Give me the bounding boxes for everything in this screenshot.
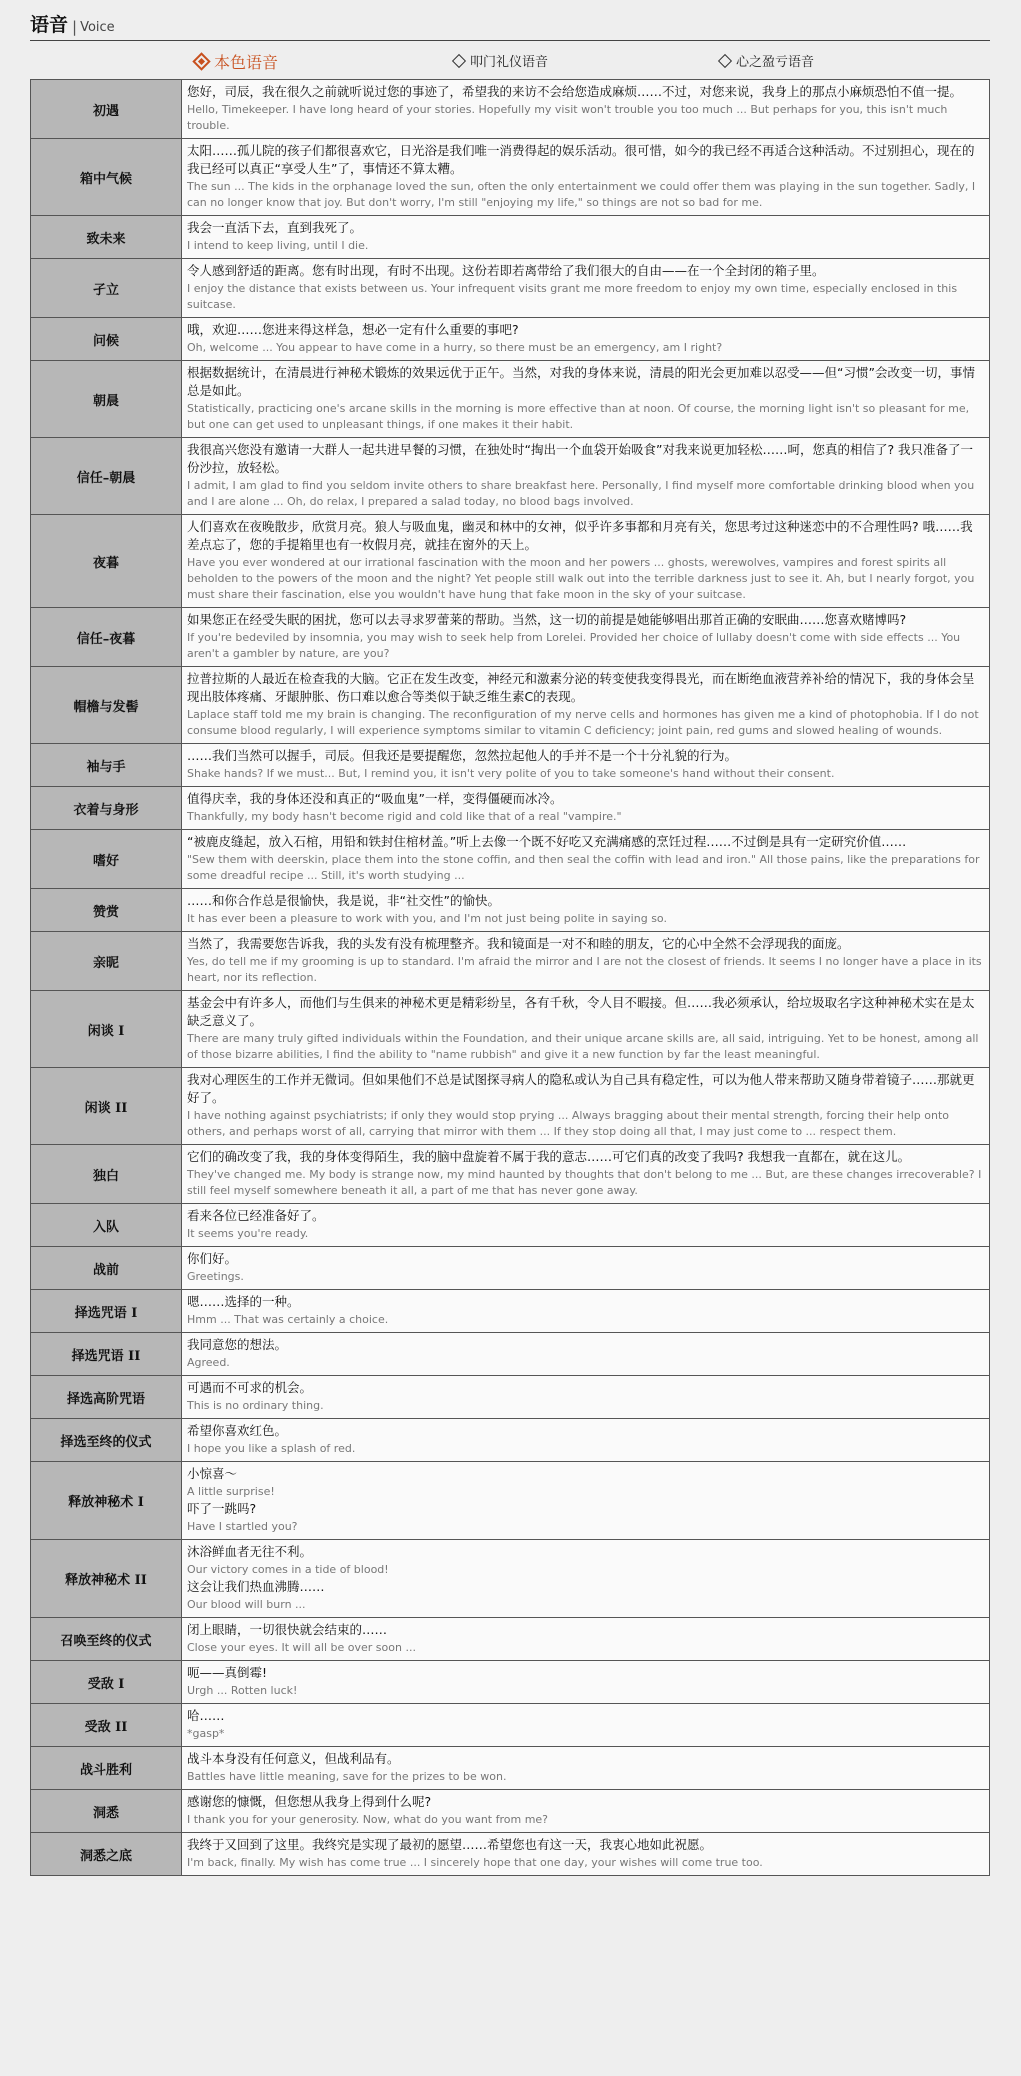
voice-line-english: If you're bedeviled by insomnia, you may wish to seek help from Lorelei. Provided her choice of lullaby doesn't come with side effects ... You aren't a gambler by nature, are you? <box>187 631 961 660</box>
voice-line-chinese: 值得庆幸，我的身体还没和真正的“吸血鬼”一样，变得僵硬而冰冷。 <box>187 791 563 806</box>
voice-line-row <box>31 318 990 361</box>
voice-line-content <box>182 991 990 1068</box>
voice-lines-table <box>30 79 990 1876</box>
voice-line-content <box>182 830 990 889</box>
voice-line-chinese: 我很高兴您没有邀请一大群人一起共进早餐的习惯，在独处时“掏出一个血袋开始吸食”对我来说更加轻松……呵，您真的相信了? 我只准备了一份沙拉，放轻松。 <box>187 442 974 475</box>
voice-line-name: 帽檐与发髻 <box>31 667 182 744</box>
voice-line-name: 受敌 I <box>31 1661 182 1704</box>
voice-line-english: Urgh ... Rotten luck! <box>187 1684 298 1697</box>
voice-line-content <box>182 1540 990 1618</box>
voice-line-content <box>182 1419 990 1462</box>
voice-line-chinese: 看来各位已经准备好了。 <box>187 1208 325 1223</box>
voice-line-name: 夜暮 <box>31 515 182 608</box>
voice-line-content <box>182 1247 990 1290</box>
voice-line-english: The sun ... The kids in the orphanage loved the sun, often the only entertainment we could offer them was playing in the sun together. Sadly, I can no longer know that joy. But don't worry, I'm still "enjoying my life," so things are not so bad for me. <box>187 180 976 209</box>
voice-line-content <box>182 1747 990 1790</box>
voice-line-content <box>182 1833 990 1876</box>
voice-line-english: "Sew them with deerskin, place them into the stone coffin, and then seal the coffin with lead and iron." All those pains, like the preparations for some dreadful recipe ... Still, it's worth studying ... <box>187 853 980 882</box>
voice-line-name: 择选高阶咒语 <box>31 1376 182 1419</box>
voice-line-row <box>31 259 990 318</box>
voice-line-chinese: 您好，司辰，我在很久之前就听说过您的事迹了，希望我的来访不会给您造成麻烦……不过，对您来说，我身上的那点小麻烦恐怕不值一提。 <box>187 84 963 99</box>
voice-line-content <box>182 1462 990 1540</box>
voice-line-content <box>182 932 990 991</box>
voice-line-english: There are many truly gifted individuals within the Foundation, and their unique arcane skills are, all said, intriguing. Yet to be honest, among all of those bizarre abilities, I find the ability to "name rubbish" and give it a new function by far the least meaningful. <box>187 1032 979 1061</box>
voice-line-name: 亲昵 <box>31 932 182 991</box>
voice-line-row <box>31 991 990 1068</box>
voice-line-chinese: 我会一直活下去，直到我死了。 <box>187 220 363 235</box>
voice-line-chinese: 战斗本身没有任何意义，但战利品有。 <box>187 1751 400 1766</box>
voice-line-english: I intend to keep living, until I die. <box>187 239 369 252</box>
voice-line-content <box>182 318 990 361</box>
voice-line-content <box>182 139 990 216</box>
voice-line-english: Our victory comes in a tide of blood! <box>187 1563 389 1576</box>
voice-line-name: 信任–朝晨 <box>31 438 182 515</box>
voice-line-row <box>31 515 990 608</box>
diamond-icon <box>452 53 466 67</box>
voice-line-row <box>31 744 990 787</box>
voice-line-content <box>182 787 990 830</box>
voice-line-row <box>31 889 990 932</box>
voice-line-name: 初遇 <box>31 80 182 139</box>
voice-page <box>30 0 990 1876</box>
voice-line-row <box>31 1419 990 1462</box>
voice-line-chinese: 哈…… <box>187 1708 225 1723</box>
voice-line-name: 入队 <box>31 1204 182 1247</box>
voice-line-content <box>182 259 990 318</box>
voice-line-name: 择选咒语 I <box>31 1290 182 1333</box>
voice-line-english: Thankfully, my body hasn't become rigid and cold like that of a real "vampire." <box>187 810 622 823</box>
voice-line-content <box>182 1068 990 1145</box>
voice-line-name: 问候 <box>31 318 182 361</box>
voice-line-row <box>31 361 990 438</box>
voice-line-chinese: 当然了，我需要您告诉我，我的头发有没有梳理整齐。我和镜面是一对不和睦的朋友，它的心中全然不会浮现我的面庞。 <box>187 936 850 951</box>
voice-line-name: 朝晨 <box>31 361 182 438</box>
voice-line-chinese: 拉普拉斯的人最近在检查我的大脑。它正在发生改变，神经元和激素分泌的转变使我变得畏光，而在断绝血液营养补给的情况下，我的身体会呈现出肢体疼痛、牙龈肿胀、伤口难以愈合等类似于缺乏维生素C的表现。 <box>187 671 975 704</box>
voice-line-content <box>182 1618 990 1661</box>
voice-line-chinese: 你们好。 <box>187 1251 238 1266</box>
voice-line-english: A little surprise! <box>187 1485 275 1498</box>
voice-line-name: 释放神秘术 II <box>31 1540 182 1618</box>
voice-line-row <box>31 216 990 259</box>
voice-line-row <box>31 1145 990 1204</box>
voice-line-row <box>31 1747 990 1790</box>
voice-line-row <box>31 1247 990 1290</box>
voice-line-english: Have I startled you? <box>187 1520 298 1533</box>
voice-line-chinese: 呃——真倒霉! <box>187 1665 268 1680</box>
voice-line-content <box>182 608 990 667</box>
voice-line-english: Hmm ... That was certainly a choice. <box>187 1313 389 1326</box>
voice-line-english: Shake hands? If we must... But, I remind you, it isn't very polite of you to take someone's hand without their consent. <box>187 767 835 780</box>
voice-line-chinese: 如果您正在经受失眠的困扰，您可以去寻求罗蕾莱的帮助。当然，这一切的前提是她能够唱出那首正确的安眠曲……您喜欢赌博吗? <box>187 612 907 627</box>
voice-line-chinese: “被鹿皮缝起，放入石棺，用铅和铁封住棺材盖。”听上去像一个既不好吃又充满痛感的烹饪过程……不过倒是具有一定研究价值…… <box>187 834 907 849</box>
voice-line-row <box>31 139 990 216</box>
voice-line-name: 袖与手 <box>31 744 182 787</box>
tab-label: 本色语音 <box>214 53 279 72</box>
voice-line-chinese: 根据数据统计，在清晨进行神秘术锻炼的效果远优于正午。当然，对我的身体来说，清晨的阳光会更加难以忍受——但“习惯”会改变一切，事情总是如此。 <box>187 365 975 398</box>
voice-line-row <box>31 1661 990 1704</box>
voice-line-chinese: ……我们当然可以握手，司辰。但我还是要提醒您，忽然拉起他人的手并不是一个十分礼貌的行为。 <box>187 748 738 763</box>
voice-line-name: 召唤至终的仪式 <box>31 1618 182 1661</box>
voice-line-english: Greetings. <box>187 1270 244 1283</box>
tab-original-voice[interactable] <box>195 50 278 73</box>
voice-line-name: 洞悉之底 <box>31 1833 182 1876</box>
voice-line-chinese: 基金会中有许多人，而他们与生俱来的神秘术更是精彩纷呈，各有千秋，令人目不暇接。但……我必须承认，给垃圾取名字这种神秘术实在是太缺乏意义了。 <box>187 995 975 1028</box>
voice-line-name: 衣着与身形 <box>31 787 182 830</box>
voice-line-content <box>182 1290 990 1333</box>
tab-knock-etiquette-voice[interactable] <box>454 51 548 70</box>
voice-line-name: 箱中气候 <box>31 139 182 216</box>
voice-line-name: 独白 <box>31 1145 182 1204</box>
voice-line-english: They've changed me. My body is strange now, my mind haunted by thoughts that don't belong to me ... But, are these changes irrecoverable? I still feel myself somewhere beneath it all, a part of me that has never gone away. <box>187 1168 982 1197</box>
voice-line-chinese: 可遇而不可求的机会。 <box>187 1380 313 1395</box>
voice-line-row <box>31 1462 990 1540</box>
voice-line-english: Battles have little meaning, save for the prizes to be won. <box>187 1770 507 1783</box>
voice-tabs <box>30 41 990 79</box>
voice-line-row <box>31 1618 990 1661</box>
voice-line-chinese: 人们喜欢在夜晚散步，欣赏月亮。狼人与吸血鬼，幽灵和林中的女神，似乎许多事都和月亮有关，您思考过这种迷恋中的不合理性吗? 哦……我差点忘了，您的手提箱里也有一枚假月亮，就挂在窗外的天上。 <box>187 519 973 552</box>
voice-line-row <box>31 608 990 667</box>
voice-line-chinese: 这会让我们热血沸腾…… <box>187 1579 325 1594</box>
voice-line-english: I admit, I am glad to find you seldom invite others to share breakfast here. Personally, I find myself more comfortable drinking blood when you and I are alone ... Oh, do relax, I prepared a salad today, no blood bags involved. <box>187 479 975 508</box>
voice-line-chinese: 我对心理医生的工作并无微词。但如果他们不总是试图探寻病人的隐私或认为自己具有稳定性，可以为他人带来帮助又随身带着镜子……那就更好了。 <box>187 1072 975 1105</box>
voice-line-chinese: 小惊喜～ <box>187 1466 238 1481</box>
voice-line-english: I hope you like a splash of red. <box>187 1442 356 1455</box>
voice-line-content <box>182 744 990 787</box>
voice-line-content <box>182 667 990 744</box>
voice-line-row <box>31 787 990 830</box>
diamond-icon <box>718 53 732 67</box>
voice-line-name: 释放神秘术 I <box>31 1462 182 1540</box>
voice-line-english: Yes, do tell me if my grooming is up to standard. I'm afraid the mirror and I are not the closest of friends. It seems I no longer have a place in its heart, nor its reflection. <box>187 955 982 984</box>
voice-line-english: I enjoy the distance that exists between us. Your infrequent visits grant me more freedom to enjoy my own time, especially enclosed in this suitcase. <box>187 282 958 311</box>
voice-line-row <box>31 1833 990 1876</box>
voice-line-content <box>182 438 990 515</box>
voice-line-content <box>182 1376 990 1419</box>
voice-line-english: I thank you for your generosity. Now, what do you want from me? <box>187 1813 549 1826</box>
voice-line-name: 信任–夜暮 <box>31 608 182 667</box>
voice-line-name: 致未来 <box>31 216 182 259</box>
voice-line-name: 闲谈 II <box>31 1068 182 1145</box>
voice-line-english: Laplace staff told me my brain is changing. The reconfiguration of my nerve cells and hormones has given me a kind of photophobia. If I do not consume blood regularly, I will experience symptoms similar to vitamin C deficiency; joint pain, red gums and slowed healing of wounds. <box>187 708 979 737</box>
voice-line-name: 洞悉 <box>31 1790 182 1833</box>
section-subtitle: Voice <box>80 20 115 35</box>
voice-line-name: 受敌 II <box>31 1704 182 1747</box>
voice-line-row <box>31 1333 990 1376</box>
voice-line-content <box>182 889 990 932</box>
section-title: 语音 <box>30 14 69 36</box>
voice-line-row <box>31 1540 990 1618</box>
voice-line-row <box>31 80 990 139</box>
voice-line-row <box>31 1376 990 1419</box>
voice-line-row <box>31 1790 990 1833</box>
voice-line-chinese: 闭上眼睛，一切很快就会结束的…… <box>187 1622 388 1637</box>
voice-line-chinese: 吓了一跳吗? <box>187 1501 257 1516</box>
title-separator: | <box>72 18 78 36</box>
voice-line-english: I have nothing against psychiatrists; if only they would stop prying ... Always bragging about their mental strength, forcing their help onto others, and perhaps worst of all, carrying that mirror with them ... If they stop doing all that, I may just come to ... respect them. <box>187 1109 950 1138</box>
voice-line-content <box>182 1333 990 1376</box>
diamond-icon <box>192 52 210 70</box>
voice-line-content <box>182 1204 990 1247</box>
voice-line-row <box>31 1068 990 1145</box>
voice-line-english: Our blood will burn ... <box>187 1598 306 1611</box>
voice-line-english: Hello, Timekeeper. I have long heard of your stories. Hopefully my visit won't trouble you too much ... But perhaps for you, this isn't much trouble. <box>187 103 948 132</box>
voice-line-chinese: 我终于又回到了这里。我终究是实现了最初的愿望……希望您也有这一天，我衷心地如此祝愿。 <box>187 1837 713 1852</box>
voice-line-name: 嗜好 <box>31 830 182 889</box>
section-header <box>30 10 990 41</box>
voice-line-row <box>31 667 990 744</box>
voice-line-name: 赞赏 <box>31 889 182 932</box>
voice-line-chinese: 希望你喜欢红色。 <box>187 1423 288 1438</box>
voice-line-content <box>182 361 990 438</box>
voice-line-chinese: 感谢您的慷慨，但您想从我身上得到什么呢? <box>187 1794 432 1809</box>
voice-line-name: 择选咒语 II <box>31 1333 182 1376</box>
voice-line-content <box>182 216 990 259</box>
voice-line-chinese: 嗯……选择的一种。 <box>187 1294 300 1309</box>
voice-line-chinese: 它们的确改变了我，我的身体变得陌生，我的脑中盘旋着不属于我的意志……可它们真的改变了我吗? 我想我一直都在，就在这儿。 <box>187 1149 911 1164</box>
voice-line-name: 战斗胜利 <box>31 1747 182 1790</box>
voice-line-content <box>182 80 990 139</box>
voice-line-english: Oh, welcome ... You appear to have come in a hurry, so there must be an emergency, am I right? <box>187 341 723 354</box>
voice-line-name: 闲谈 I <box>31 991 182 1068</box>
voice-line-content <box>182 515 990 608</box>
voice-line-english: It seems you're ready. <box>187 1227 309 1240</box>
voice-line-english: Have you ever wondered at our irrational fascination with the moon and her powers ... ghosts, werewolves, vampires and forest spirits all beholden to the powers of the moon and the night? Yet people still walk out into the terrible darkness just to see it. Ah, but I nearly forgot, you must share their fascination, else you wouldn't have hung that fake moon in the sky of your suitcase. <box>187 556 975 601</box>
voice-line-content <box>182 1790 990 1833</box>
voice-line-row <box>31 932 990 991</box>
voice-line-name: 孑立 <box>31 259 182 318</box>
voice-line-english: This is no ordinary thing. <box>187 1399 324 1412</box>
voice-line-content <box>182 1704 990 1747</box>
voice-line-content <box>182 1661 990 1704</box>
voice-line-content <box>182 1145 990 1204</box>
voice-line-name: 战前 <box>31 1247 182 1290</box>
voice-line-name: 择选至终的仪式 <box>31 1419 182 1462</box>
voice-line-english: Agreed. <box>187 1356 230 1369</box>
tab-heart-wax-wane-voice[interactable] <box>720 51 814 70</box>
voice-line-english: It has ever been a pleasure to work with you, and I'm not just being polite in saying so. <box>187 912 667 925</box>
voice-line-chinese: 我同意您的想法。 <box>187 1337 288 1352</box>
voice-line-row <box>31 1204 990 1247</box>
tab-label: 叩门礼仪语音 <box>470 55 549 70</box>
voice-line-chinese: 沐浴鲜血者无往不利。 <box>187 1544 313 1559</box>
voice-line-english: Close your eyes. It will all be over soon ... <box>187 1641 416 1654</box>
voice-line-chinese: 哦，欢迎……您进来得这样急，想必一定有什么重要的事吧? <box>187 322 519 337</box>
voice-line-row <box>31 1290 990 1333</box>
voice-line-row <box>31 830 990 889</box>
voice-line-chinese: 令人感到舒适的距离。您有时出现，有时不出现。这份若即若离带给了我们很大的自由——在一个全封闭的箱子里。 <box>187 263 825 278</box>
voice-line-english: I'm back, finally. My wish has come true ... I sincerely hope that one day, your wishes will come true too. <box>187 1856 763 1869</box>
tab-label: 心之盈亏语音 <box>736 55 815 70</box>
voice-line-english: Statistically, practicing one's arcane skills in the morning is more effective than at noon. Of course, the morning light isn't so pleasant for me, but one can get used to unpleasant things, if one makes it their habit. <box>187 402 970 431</box>
voice-line-row <box>31 438 990 515</box>
voice-line-chinese: ……和你合作总是很愉快，我是说，非“社交性”的愉快。 <box>187 893 500 908</box>
voice-line-english: *gasp* <box>187 1727 225 1740</box>
voice-line-chinese: 太阳……孤儿院的孩子们都很喜欢它，日光浴是我们唯一消费得起的娱乐活动。很可惜，如今的我已经不再适合这种活动。不过别担心，现在的我已经可以真正“享受人生”了，事情还不算太糟。 <box>187 143 975 176</box>
voice-line-row <box>31 1704 990 1747</box>
